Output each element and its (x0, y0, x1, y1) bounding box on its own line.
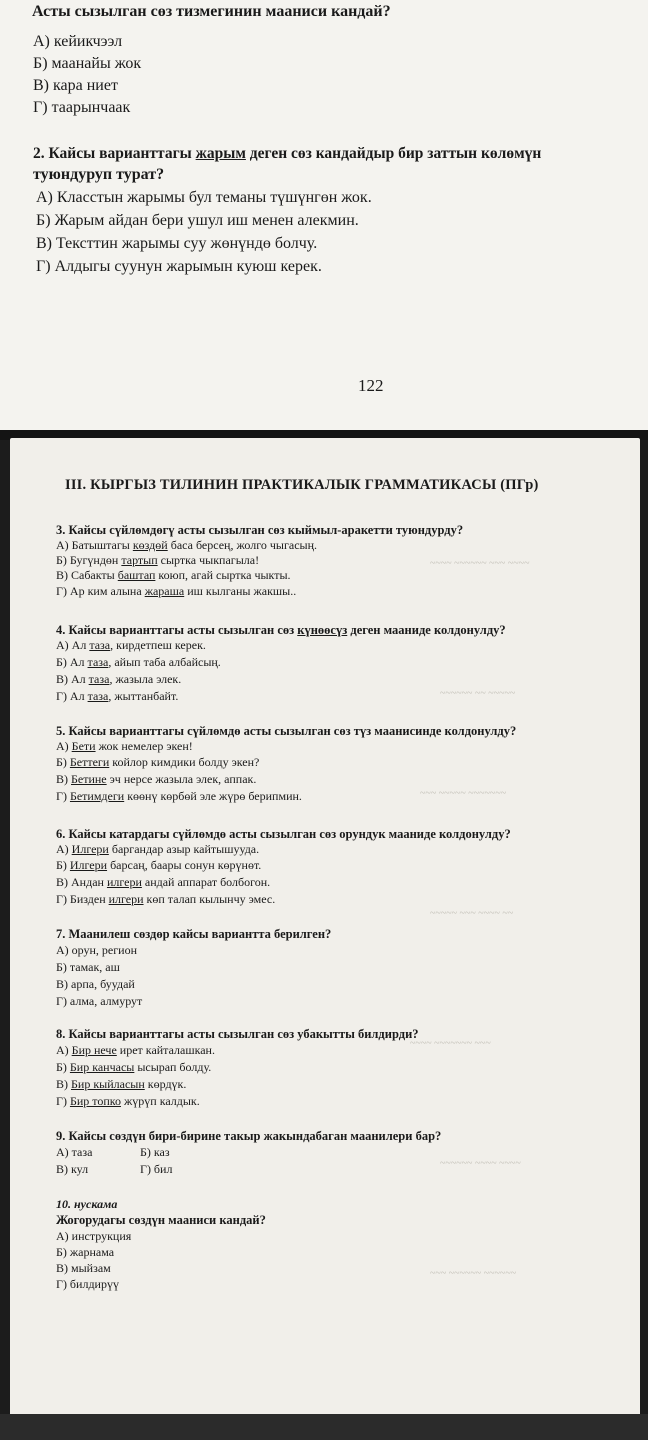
bleed-through-3: ~~~ ~~~~~ ~~~~~~~ (420, 788, 507, 799)
q10-question: Жогорудагы сөздүн мааниси кандай? (56, 1213, 266, 1227)
q2-question: 2. Кайсы варианттагы жарым деген сөз кандайдыр бир заттын көлөмүн (33, 145, 542, 162)
q4-option-d: Г) Ал таза, жыттанбайт. (56, 689, 179, 703)
q9-option-a: А) таза (56, 1145, 93, 1159)
q2-option-c: В) Тексттин жарымы суу жөнүндө болчу. (36, 235, 318, 252)
q6-option-c: В) Андан илгери андай аппарат болбогон. (56, 875, 271, 889)
q3-question: 3. Кайсы сүйлөмдөгү асты сызылган сөз кыймыл-аракетти туюндурду? (56, 523, 464, 537)
q6-option-d: Г) Бизден илгери көп талап кылынчу эмес. (56, 892, 276, 906)
q7-option-a: А) орун, регион (56, 943, 138, 957)
bleed-through-2: ~~~~~~ ~~ ~~~~~ (440, 688, 516, 699)
page-bottom (10, 438, 640, 1423)
page-number: 122 (358, 376, 384, 395)
bleed-through-4: ~~~~~ ~~~ ~~~~ ~~ (430, 908, 514, 919)
q1-question: Асты сызылган сөз тизмегинин мааниси кандай? (32, 3, 391, 20)
q3-option-c: В) Сабакты баштап коюп, агай сыртка чыкты. (56, 568, 291, 582)
q2-question-line2: туюндуруп турат? (33, 166, 165, 183)
q1-option-a: А) кейикчээл (33, 33, 123, 50)
q5-option-c: В) Бетине эч нерсе жазыла элек, аппак. (56, 772, 257, 786)
bleed-through-7: ~~~ ~~~~~~ ~~~~~~ (430, 1268, 517, 1279)
q9-option-c: В) кул (56, 1162, 89, 1176)
q10-option-c: В) мыйзам (56, 1261, 111, 1275)
q9-option-d: Г) бил (140, 1162, 173, 1176)
q1-option-d: Г) таарынчаак (33, 99, 131, 116)
q10-option-b: Б) жарнама (56, 1245, 115, 1259)
q2-option-b: Б) Жарым айдан бери ушул иш менен алекмин. (36, 212, 359, 229)
q10-option-d: Г) билдирүү (56, 1277, 119, 1291)
q1-option-b: Б) маанайы жок (33, 55, 142, 72)
bleed-through-6: ~~~~~~ ~~~~ ~~~~ (440, 1158, 521, 1169)
q8-option-b: Б) Бир канчасы ысырап болду. (56, 1060, 212, 1074)
q7-option-b: Б) тамак, аш (56, 960, 120, 974)
page-top (0, 0, 648, 430)
q8-option-a: А) Бир нече ирет кайталашкан. (56, 1043, 215, 1057)
bleed-through-1: ~~~~ ~~~~~~ ~~~ ~~~~ (430, 558, 530, 569)
q2-option-a: А) Класстын жарымы бул теманы түшүнгөн жок. (36, 189, 372, 206)
q3-option-b: Б) Бугүндөн тартып сыртка чыкпагыла! (56, 553, 260, 567)
q5-option-a: А) Бети жок немелер экен! (56, 739, 193, 753)
q9-question: 9. Кайсы сөздүн бири-бирине такыр жакындабаган маанилери бар? (56, 1129, 442, 1143)
q2-option-d: Г) Алдыгы суунун жарымын куюш керек. (36, 258, 322, 275)
q5-option-b: Б) Беттеги койлор кимдики болду экен? (56, 755, 260, 769)
q7-option-d: Г) алма, алмурут (56, 994, 143, 1008)
q6-option-a: А) Илгери баргандар азыр кайтышууда. (56, 842, 260, 856)
bleed-through-5: ~~~~ ~~~~~~~ ~~~ (410, 1038, 491, 1049)
q5-question: 5. Кайсы варианттагы сүйлөмдө асты сызылган сөз түз маанисинде колдонулду? (56, 724, 517, 738)
q3-option-d: Г) Ар ким алына жараша иш кылганы жакшы.. (56, 584, 297, 598)
q6-option-b: Б) Илгери барсаң, баары сонун көрүнөт. (56, 858, 262, 872)
q5-option-d: Г) Бетимдеги көөнү көрбөй эле жүрө берипмин. (56, 789, 302, 803)
q10-header: 10. нускама (56, 1197, 118, 1211)
q10-option-a: А) инструкция (56, 1229, 132, 1243)
bottom-dark-bar (0, 1414, 648, 1440)
q4-question: 4. Кайсы варианттагы асты сызылган сөз күнөөсүз деген маанидe колдонулду? (56, 623, 506, 637)
q6-question: 6. Кайсы катардагы сүйлөмдө асты сызылган сөз орундук маанидe колдонулду? (56, 827, 511, 841)
q7-question: 7. Маанилеш сөздөр кайсы вариантта берилген? (56, 927, 332, 941)
q8-option-c: В) Бир кыйласын көрдүк. (56, 1077, 187, 1091)
section-title: III. КЫРГЫЗ ТИЛИНИН ПРАКТИКАЛЫК ГРАММАТИКАСЫ (ПГр) (65, 477, 539, 493)
q4-option-a: А) Ал таза, кирдетпеш керек. (56, 638, 206, 652)
q7-option-c: В) арпа, буудай (56, 977, 135, 991)
q4-option-b: Б) Ал таза, айып таба албайсың. (56, 655, 221, 669)
q9-option-b: Б) каз (140, 1145, 170, 1159)
q3-option-a: А) Батыштагы көздөй баса берсең, жолго чыгасың. (56, 538, 318, 552)
q1-option-c: В) кара ниет (33, 77, 118, 94)
q8-question: 8. Кайсы варианттагы асты сызылган сөз убакытты билдирди? (56, 1027, 419, 1041)
q4-option-c: В) Ал таза, жазыла элек. (56, 672, 182, 686)
q8-option-d: Г) Бир топко жүрүп калдык. (56, 1094, 200, 1108)
